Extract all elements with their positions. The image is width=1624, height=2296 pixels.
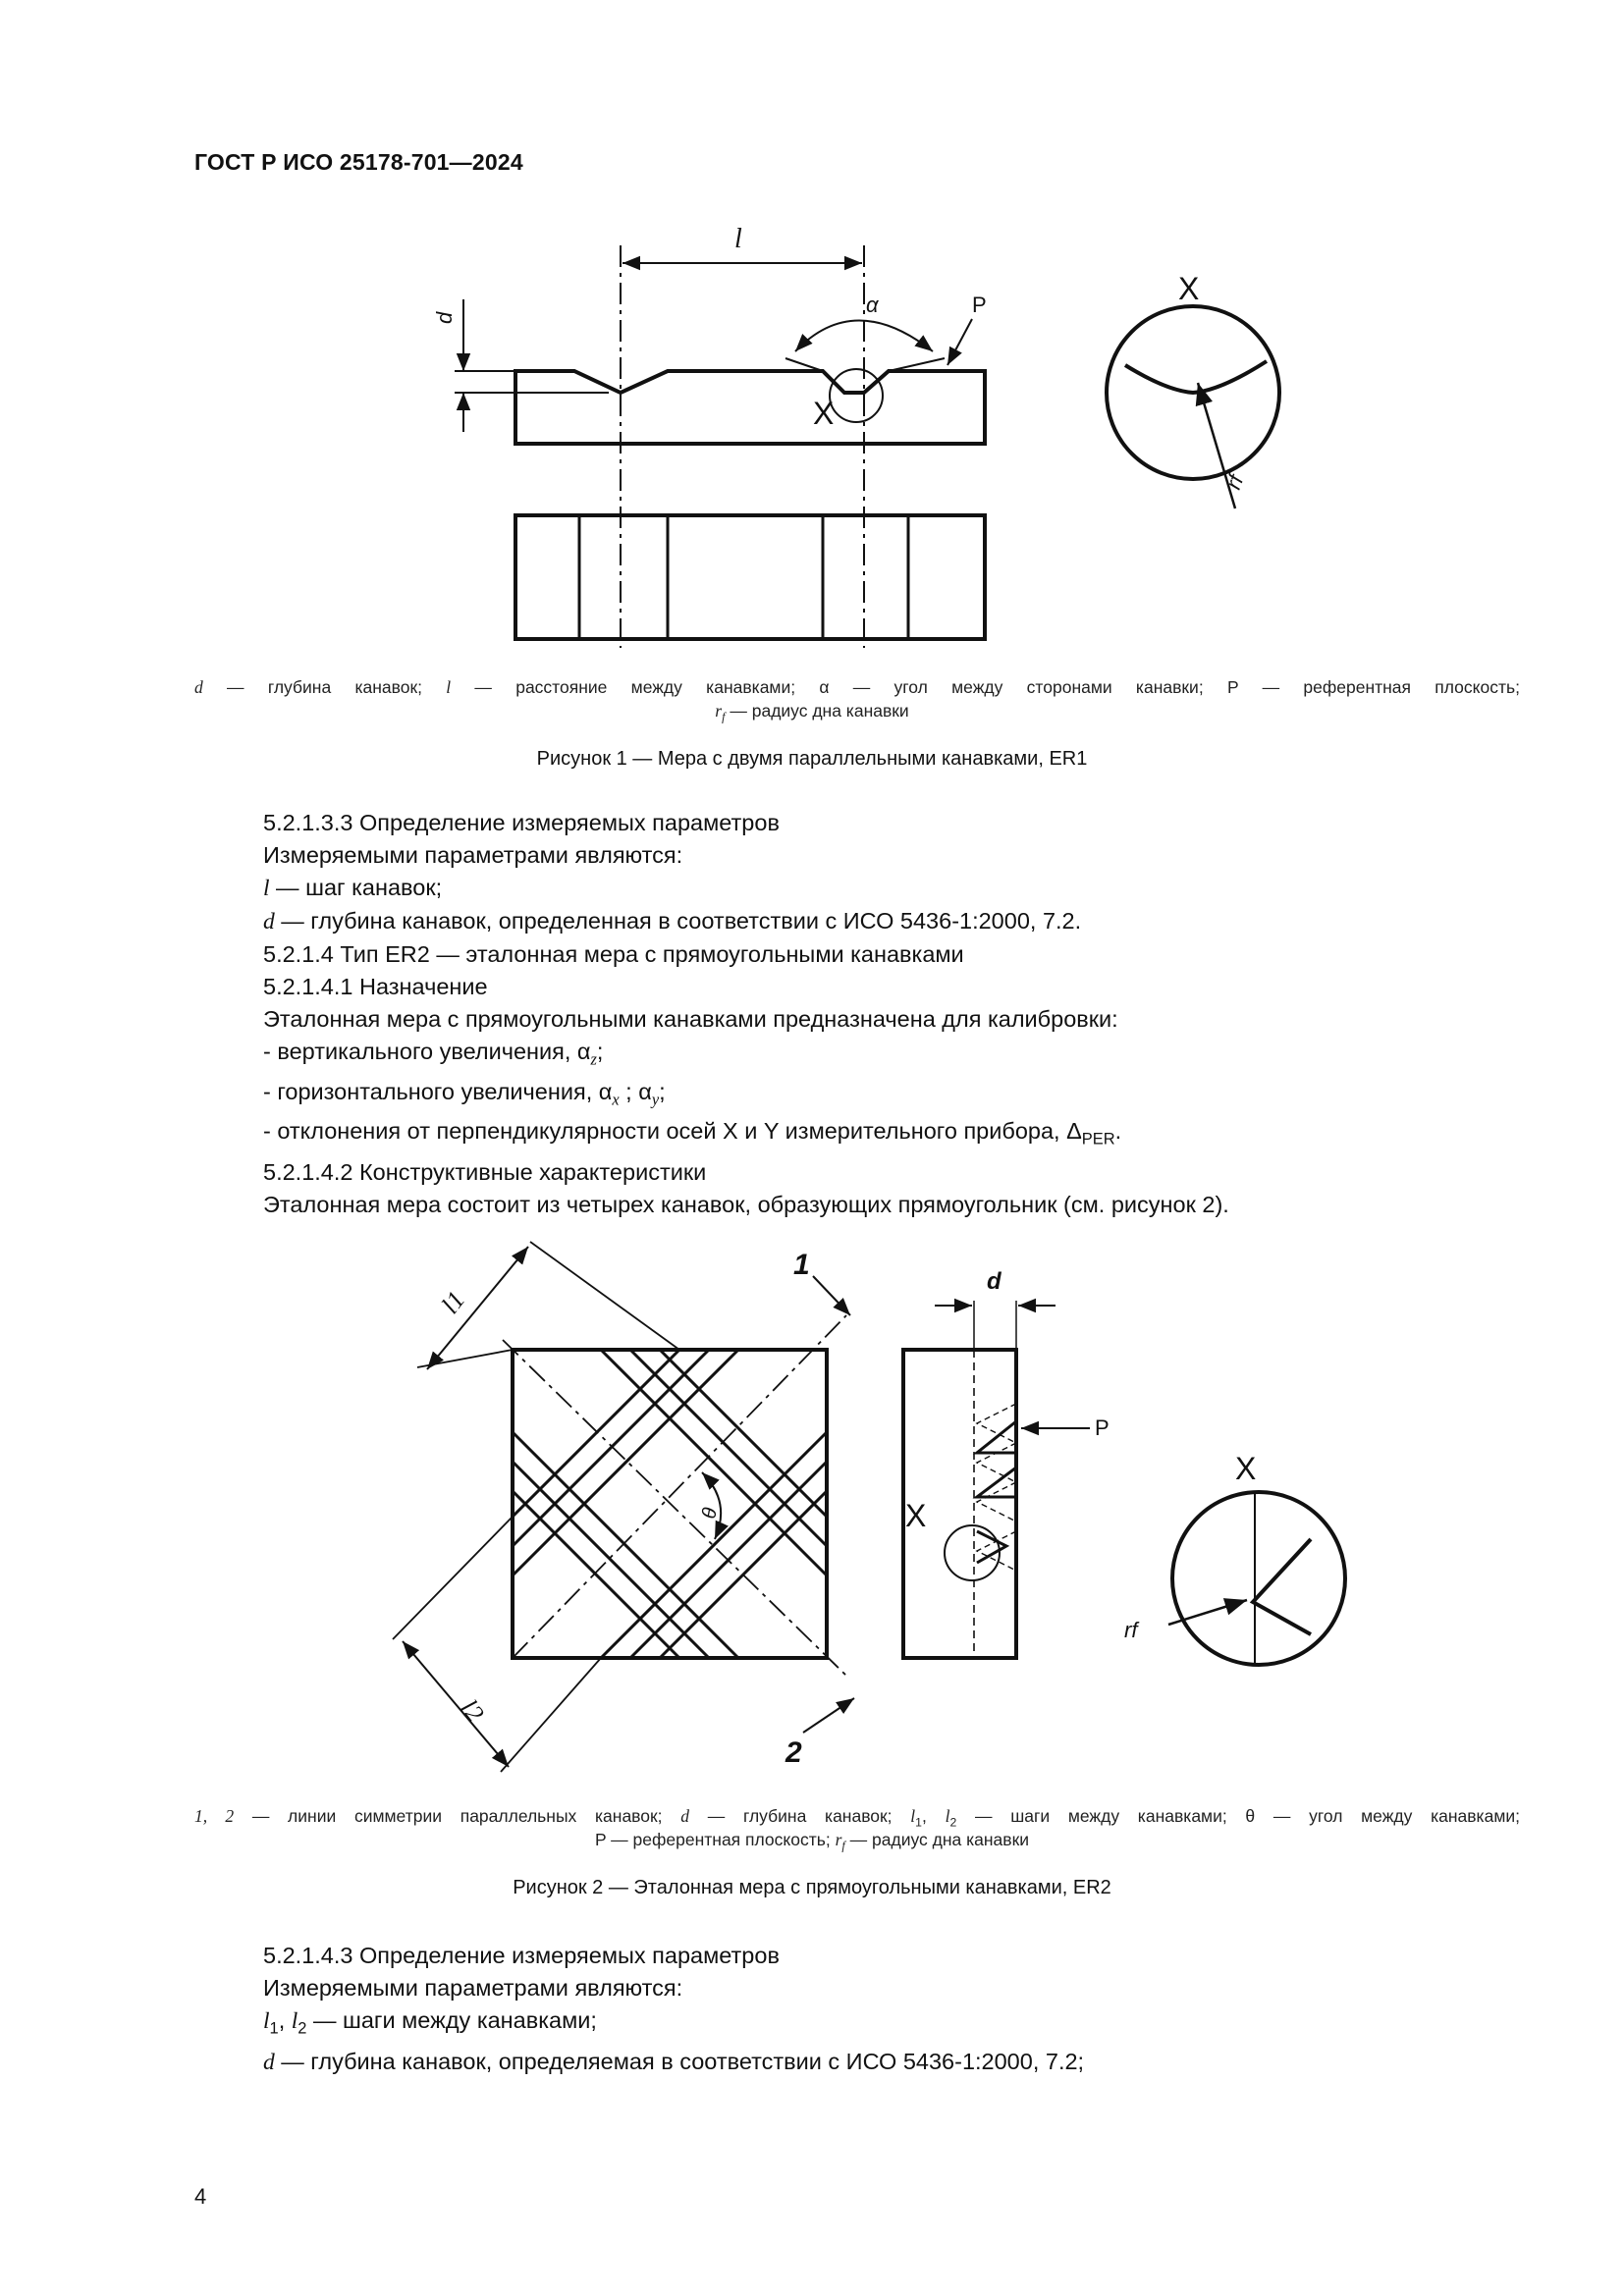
fig2-label-l2: l2 [455, 1693, 490, 1728]
fig1-label-d: d [432, 311, 457, 324]
fig1-label-x: X [813, 396, 835, 431]
section-1-text [263, 807, 1229, 1221]
list-item: - горизонтального увеличения, $\alpha_x$ ; $\alpha_y$; [263, 1078, 666, 1109]
fig2-label-d: d [987, 1268, 1001, 1295]
section-heading: 5.2.1.4 Тип ER2 — эталонная мера с прямоугольными канавками [263, 941, 964, 967]
list-item: - отклонения от перпендикулярности осей X и Y измерительного прибора, $\Delta_{PER}$. [263, 1118, 1122, 1149]
page-number: 4 [194, 2184, 207, 2209]
figure-1-legend: d — глубина канавок; l — расстояние между канавками; α — угол между сторонами канавки; P — референтная плоскость; [194, 677, 1520, 697]
fig1-label-l: l [734, 224, 742, 254]
paragraph: Измеряемыми параметрами являются: [263, 842, 683, 868]
section-heading: 5.2.1.4.3 Определение измеряемых параметров [263, 1943, 780, 1968]
paragraph: Эталонная мера с прямоугольными канавками предназначена для калибровки: [263, 1006, 1118, 1032]
fig2-label-l1: l1 [435, 1285, 471, 1319]
list-item: - вертикального увеличения, $\alpha_z$; [263, 1039, 604, 1069]
paragraph: l — шаг канавок; [263, 875, 443, 901]
fig1-label-alpha: α [866, 293, 879, 317]
fig1-label-p: P [972, 293, 987, 317]
figure-2-drawing [0, 1217, 1624, 1787]
figure-2-legend-line2: P — референтная плоскость; $r_f$ — радиус дна канавки [594, 1830, 1030, 1853]
figure-2-caption: Рисунок 2 — Эталонная мера с прямоугольными канавками, ER2 [513, 1877, 1111, 1898]
paragraph: Эталонная мера состоит из четырех канавок, образующих прямоугольник (см. рисунок 2). [263, 1192, 1229, 1218]
fig2-label-1: 1 [793, 1249, 810, 1281]
paragraph: Измеряемыми параметрами являются: [263, 1975, 683, 2001]
fig2-label-theta: θ [698, 1506, 722, 1521]
paragraph: d — глубина канавок, определяемая в соответствии с ИСО 5436-1:2000, 7.2; [263, 2048, 1085, 2075]
figure-1-caption: Рисунок 1 — Мера с двумя параллельными канавками, ER1 [536, 748, 1088, 770]
fig2-label-rf: rf [1124, 1618, 1138, 1642]
document-header: ГОСТ Р ИСО 25178-701—2024 [194, 149, 523, 175]
fig2-label-2: 2 [785, 1736, 802, 1769]
figure-1-legend-line2: $r_f$ — радиус дна канавки [715, 701, 909, 724]
fig2-detail-x: X [1235, 1451, 1257, 1486]
fig2-label-p: P [1095, 1415, 1110, 1440]
figure-2-legend: 1, 2 — линии симметрии параллельных канавок; d — глубина канавок; $l_1$, $l_2$ — шаги между канавками; θ — угол между канавками; [194, 1806, 1520, 1830]
fig2-label-x: X [905, 1498, 927, 1533]
section-heading: 5.2.1.3.3 Определение измеряемых параметров [263, 810, 780, 835]
fig1-detail-x: X [1178, 271, 1200, 306]
fig1-label-rf: rf [1220, 471, 1249, 493]
section-2-text [263, 1940, 1084, 2079]
paragraph: $l_1$, $l_2$ — шаги между канавками; [263, 2007, 597, 2038]
section-heading: 5.2.1.4.2 Конструктивные характеристики [263, 1159, 707, 1186]
section-heading: 5.2.1.4.1 Назначение [263, 974, 488, 999]
figure-1-drawing [0, 0, 1624, 687]
paragraph: d — глубина канавок, определенная в соответствии с ИСО 5436-1:2000, 7.2. [263, 908, 1082, 934]
